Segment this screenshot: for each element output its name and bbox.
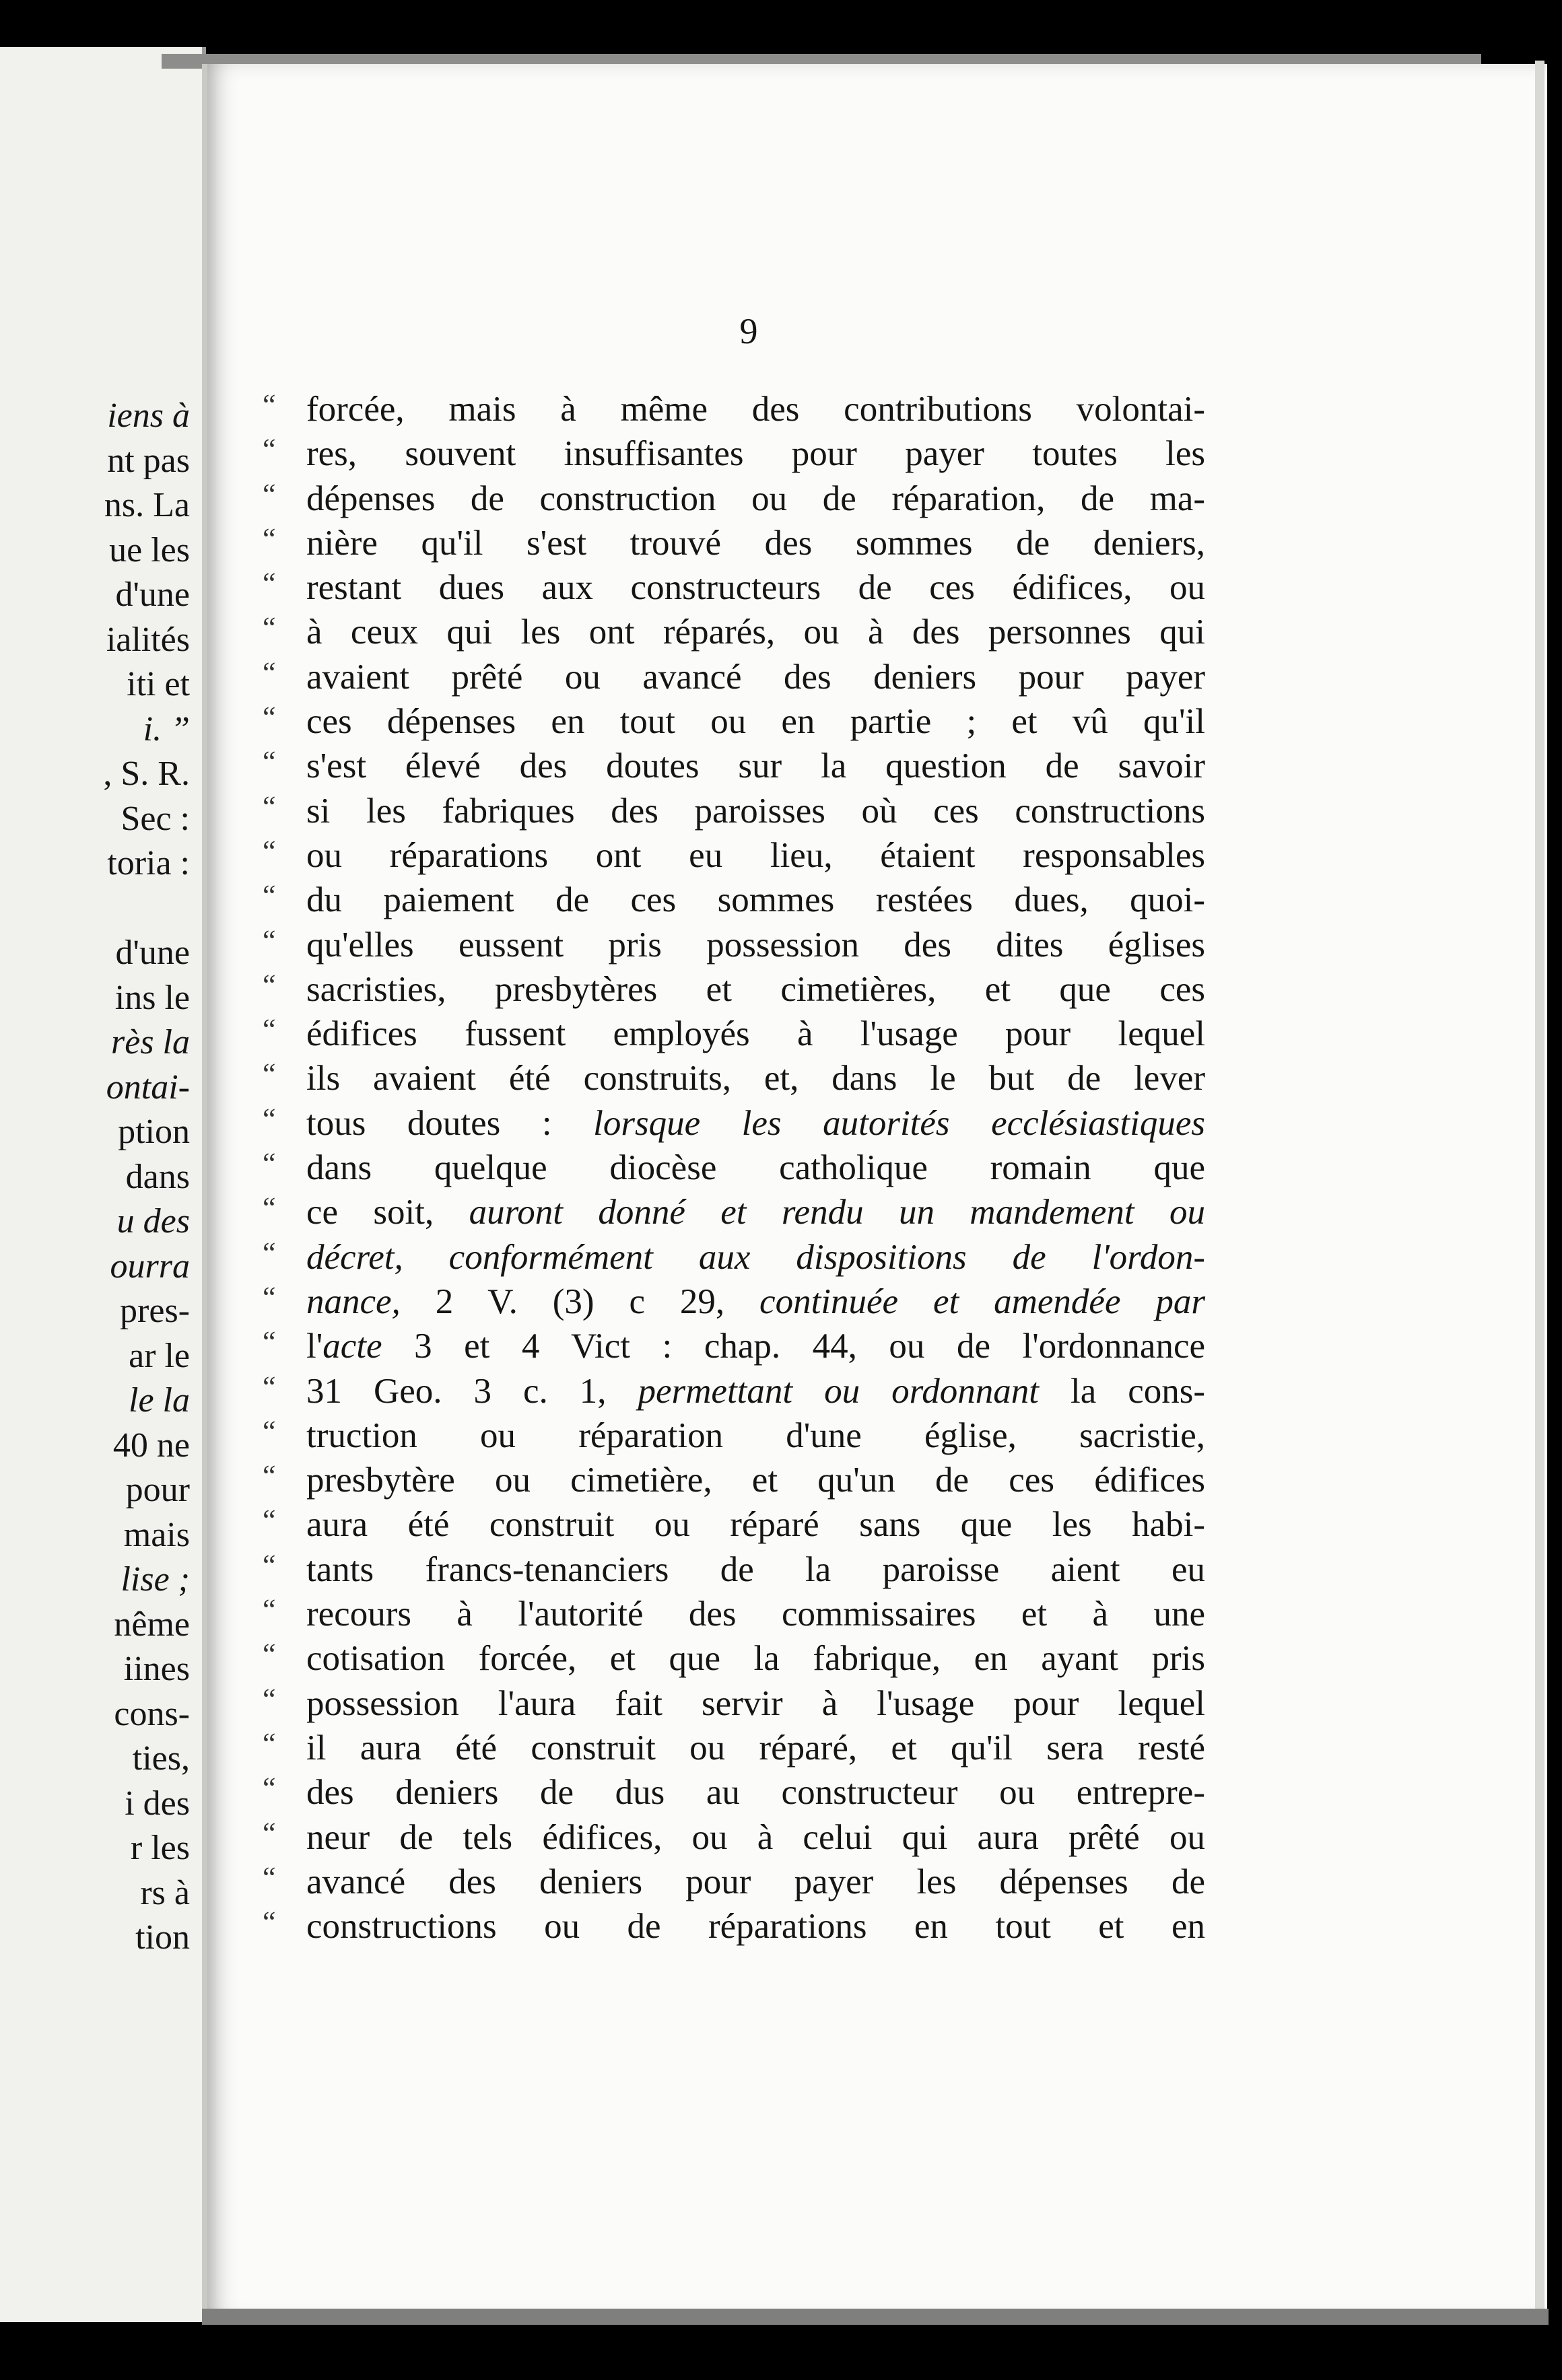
- line-text: [306, 1502, 1205, 1547]
- italic-segment: décret, conformément aux dispositions de l'ordon-: [306, 1237, 1205, 1277]
- text-segment: nière qu'il s'est trouvé des sommes de deniers,: [306, 523, 1205, 563]
- line-text: [306, 1458, 1205, 1502]
- adjacent-page-line: rès la: [111, 1023, 190, 1061]
- page-number: 9: [739, 311, 758, 351]
- text-line: [263, 1012, 1205, 1056]
- text-line: [263, 1726, 1205, 1770]
- adjacent-page-line: ue les: [109, 530, 190, 569]
- adjacent-page-line: i. ”: [143, 709, 190, 748]
- text-segment: 2 V. (3) c 29,: [400, 1282, 760, 1321]
- text-line: [263, 1101, 1205, 1146]
- text-line: [263, 744, 1205, 788]
- text-line: [263, 967, 1205, 1012]
- text-segment: avaient prêté ou avancé des deniers pour payer: [306, 657, 1205, 697]
- quote-mark: “: [263, 745, 276, 779]
- line-text: [306, 1280, 1205, 1324]
- line-text: [306, 967, 1205, 1012]
- line-text: [306, 1815, 1205, 1860]
- line-text: [306, 1324, 1205, 1368]
- line-text: [306, 1770, 1205, 1815]
- text-line: [263, 1413, 1205, 1458]
- text-line: [263, 1815, 1205, 1860]
- quote-mark: “: [263, 1370, 276, 1403]
- text-line: [263, 1235, 1205, 1280]
- adjacent-page-line: ins le: [114, 978, 190, 1017]
- line-text: [306, 1592, 1205, 1636]
- text-segment: possession l'aura fait servir à l'usage pour lequel: [306, 1683, 1205, 1723]
- line-text: [306, 1056, 1205, 1100]
- adjacent-page-line: iines: [123, 1650, 190, 1688]
- line-text: [306, 387, 1205, 431]
- line-text: [306, 565, 1205, 610]
- italic-segment: auront donné et rendu un mandement ou: [469, 1193, 1206, 1232]
- adjacent-page-line: ourra: [110, 1247, 190, 1286]
- line-text: [306, 1235, 1205, 1280]
- page-bottom-edge: [202, 2309, 1549, 2325]
- text-segment: édifices fussent employés à l'usage pour lequel: [306, 1014, 1205, 1054]
- adjacent-page-line: , S. R.: [103, 755, 190, 793]
- text-segment: ces dépenses en tout ou en partie ; et vû qu'il: [306, 702, 1205, 742]
- text-line: [263, 387, 1205, 431]
- quote-mark: “: [263, 1057, 276, 1091]
- quote-mark: “: [263, 567, 276, 600]
- text-segment: aura été construit ou réparé sans que les habi-: [306, 1505, 1205, 1545]
- quote-mark: “: [263, 1772, 276, 1805]
- quote-mark: “: [263, 1816, 276, 1850]
- adjacent-page-line: nême: [114, 1605, 190, 1644]
- line-text: [306, 1547, 1205, 1592]
- text-line: [263, 1860, 1205, 1904]
- adjacent-page-line: [0, 886, 190, 932]
- text-segment: la cons-: [1038, 1371, 1205, 1411]
- adjacent-page-line: d'une: [115, 575, 190, 614]
- quote-mark: “: [263, 834, 276, 868]
- text-line: [263, 1770, 1205, 1815]
- text-line: [263, 1636, 1205, 1681]
- text-segment: 3 et 4 Vict : chap. 44, ou de l'ordonnance: [382, 1327, 1205, 1366]
- quote-mark: “: [263, 433, 276, 466]
- line-text: [306, 477, 1205, 521]
- text-segment: restant dues aux constructeurs de ces édifices, ou: [306, 568, 1205, 608]
- line-text: [306, 878, 1205, 922]
- text-segment: forcée, mais à même des contributions volontai-: [306, 390, 1205, 429]
- text-segment: s'est élevé des doutes sur la question de savoir: [306, 746, 1205, 786]
- adjacent-page-line: ption: [118, 1113, 190, 1151]
- quote-mark: “: [263, 1147, 276, 1181]
- quote-mark: “: [263, 1548, 276, 1582]
- adjacent-page-line: nt pas: [107, 441, 190, 480]
- text-segment: il aura été construit ou réparé, et qu'il sera resté: [306, 1728, 1205, 1768]
- text-segment: ils avaient été construits, et, dans le but de lever: [306, 1059, 1205, 1098]
- quote-mark: “: [263, 1414, 276, 1448]
- adjacent-page-line: toria :: [107, 844, 190, 882]
- text-segment: neur de tels édifices, ou à celui qui aura prêté ou: [306, 1817, 1205, 1857]
- text-line: [263, 1146, 1205, 1190]
- text-segment: tous doutes :: [306, 1103, 594, 1143]
- adjacent-page-line: le la: [129, 1381, 190, 1420]
- text-line: [263, 610, 1205, 654]
- body-text: [263, 387, 1205, 1949]
- italic-segment: permettant ou ordonnant: [638, 1371, 1039, 1411]
- adjacent-page-line: dans: [125, 1157, 190, 1196]
- line-text: [306, 833, 1205, 878]
- text-line: [263, 1681, 1205, 1726]
- adjacent-page-line: 40 ne: [112, 1426, 190, 1465]
- text-line: [263, 1190, 1205, 1234]
- quote-mark: “: [263, 1013, 276, 1047]
- quote-mark: “: [263, 790, 276, 823]
- line-text: [306, 431, 1205, 476]
- adjacent-page-line: lise ;: [121, 1560, 190, 1599]
- italic-segment: nance,: [306, 1282, 401, 1321]
- adjacent-page-line: ties,: [132, 1739, 190, 1778]
- text-line: [263, 833, 1205, 878]
- quote-mark: “: [263, 1726, 276, 1760]
- quote-mark: “: [263, 1280, 276, 1314]
- quote-mark: “: [263, 1593, 276, 1627]
- quote-mark: “: [263, 1860, 276, 1894]
- adjacent-page-line: Sec :: [121, 799, 190, 838]
- line-text: [306, 1146, 1205, 1190]
- text-segment: 31 Geo. 3 c. 1,: [306, 1371, 638, 1411]
- text-segment: ce soit,: [306, 1193, 469, 1232]
- text-segment: tants francs-tenanciers de la paroisse aient eu: [306, 1549, 1205, 1589]
- adjacent-page-line: ns. La: [104, 486, 190, 524]
- line-text: [306, 610, 1205, 654]
- line-text: [306, 655, 1205, 699]
- text-segment: res, souvent insuffisantes pour payer toutes les: [306, 434, 1205, 474]
- text-line: [263, 655, 1205, 699]
- text-segment: recours à l'autorité des commissaires et à une: [306, 1595, 1205, 1634]
- text-segment: sacristies, presbytères et cimetières, et que ces: [306, 969, 1205, 1009]
- italic-segment: lorsque les autorités ecclésiastiques: [593, 1103, 1205, 1143]
- quote-mark: “: [263, 1504, 276, 1537]
- quote-mark: “: [263, 1191, 276, 1225]
- adjacent-page-line: tion: [135, 1918, 190, 1957]
- text-line: [263, 521, 1205, 565]
- quote-mark: “: [263, 656, 276, 689]
- adjacent-page-line: pour: [125, 1471, 190, 1509]
- text-line: [263, 1904, 1205, 1949]
- line-text: [306, 923, 1205, 967]
- quote-mark: “: [263, 1325, 276, 1359]
- text-segment: des deniers de dus au constructeur ou entrepre-: [306, 1773, 1205, 1813]
- quote-mark: “: [263, 879, 276, 913]
- adjacent-page-line: u des: [116, 1202, 190, 1240]
- quote-mark: “: [263, 1682, 276, 1716]
- text-line: [263, 878, 1205, 922]
- text-line: [263, 1592, 1205, 1636]
- text-segment: cotisation forcée, et que la fabrique, en ayant pris: [306, 1639, 1205, 1679]
- text-segment: ou réparations ont eu lieu, étaient responsables: [306, 835, 1205, 875]
- text-segment: du paiement de ces sommes restées dues, quoi-: [306, 880, 1205, 920]
- adjacent-page-line: iti et: [127, 665, 190, 703]
- text-line: [263, 1056, 1205, 1100]
- adjacent-page-line: iens à: [107, 396, 190, 435]
- text-line: [263, 477, 1205, 521]
- line-text: [306, 1860, 1205, 1904]
- text-line: [263, 699, 1205, 744]
- adjacent-page-line: pres-: [120, 1292, 190, 1330]
- adjacent-page-line: ialités: [106, 620, 190, 659]
- quote-mark: “: [263, 388, 276, 421]
- quote-mark: “: [263, 1236, 276, 1269]
- italic-segment: continuée et amendée par: [759, 1282, 1205, 1321]
- line-text: [306, 1636, 1205, 1681]
- adjacent-page-line: mais: [123, 1515, 190, 1554]
- adjacent-page-line: ontai-: [106, 1068, 190, 1107]
- text-segment: avancé des deniers pour payer les dépenses de: [306, 1862, 1205, 1901]
- text-line: [263, 1369, 1205, 1413]
- line-text: [306, 1681, 1205, 1726]
- text-segment: à ceux qui les ont réparés, ou à des personnes qui: [306, 612, 1205, 652]
- text-line: [263, 431, 1205, 476]
- line-text: [306, 1726, 1205, 1770]
- quote-mark: “: [263, 1905, 276, 1939]
- quote-mark: “: [263, 968, 276, 1002]
- quote-mark: “: [263, 477, 276, 511]
- text-line: [263, 1324, 1205, 1368]
- line-text: [306, 1369, 1205, 1413]
- adjacent-page-text: [0, 394, 190, 1961]
- adjacent-page-line: cons-: [114, 1694, 190, 1733]
- adjacent-page-fragment: [0, 47, 206, 2322]
- text-segment: dépenses de construction ou de réparation, de ma-: [306, 479, 1205, 518]
- line-text: [306, 744, 1205, 788]
- line-text: [306, 1904, 1205, 1949]
- line-text: [306, 1413, 1205, 1458]
- text-line: [263, 1547, 1205, 1592]
- text-segment: truction ou réparation d'une église, sacristie,: [306, 1415, 1205, 1455]
- text-segment: dans quelque diocèse catholique romain que: [306, 1148, 1205, 1188]
- quote-mark: “: [263, 1638, 276, 1671]
- text-segment: constructions ou de réparations en tout et en: [306, 1907, 1205, 1947]
- adjacent-page-line: i des: [125, 1784, 190, 1823]
- text-line: [263, 789, 1205, 833]
- quote-mark: “: [263, 611, 276, 645]
- text-segment: qu'elles eussent pris possession des dites églises: [306, 925, 1205, 965]
- quote-mark: “: [263, 522, 276, 555]
- line-text: [306, 521, 1205, 565]
- text-line: [263, 1280, 1205, 1324]
- text-segment: si les fabriques des paroisses où ces constructions: [306, 791, 1205, 831]
- text-segment: presbytère ou cimetière, et qu'un de ces édifices: [306, 1461, 1205, 1500]
- text-segment: l': [306, 1327, 323, 1366]
- line-text: [306, 1012, 1205, 1056]
- text-line: [263, 923, 1205, 967]
- line-text: [306, 789, 1205, 833]
- text-line: [263, 565, 1205, 610]
- quote-mark: “: [263, 1102, 276, 1135]
- line-text: [306, 1190, 1205, 1234]
- adjacent-page-line: d'une: [115, 934, 190, 972]
- quote-mark: “: [263, 923, 276, 957]
- adjacent-page-line: ar le: [129, 1336, 190, 1375]
- quote-mark: “: [263, 1459, 276, 1493]
- quote-mark: “: [263, 701, 276, 734]
- text-line: [263, 1502, 1205, 1547]
- text-line: [263, 1458, 1205, 1502]
- line-text: [306, 1101, 1205, 1146]
- adjacent-page-line: rs à: [140, 1873, 190, 1912]
- page-right-edge: [1535, 61, 1544, 2322]
- adjacent-page-line: r les: [130, 1829, 190, 1867]
- line-text: [306, 699, 1205, 744]
- italic-segment: acte: [322, 1327, 382, 1366]
